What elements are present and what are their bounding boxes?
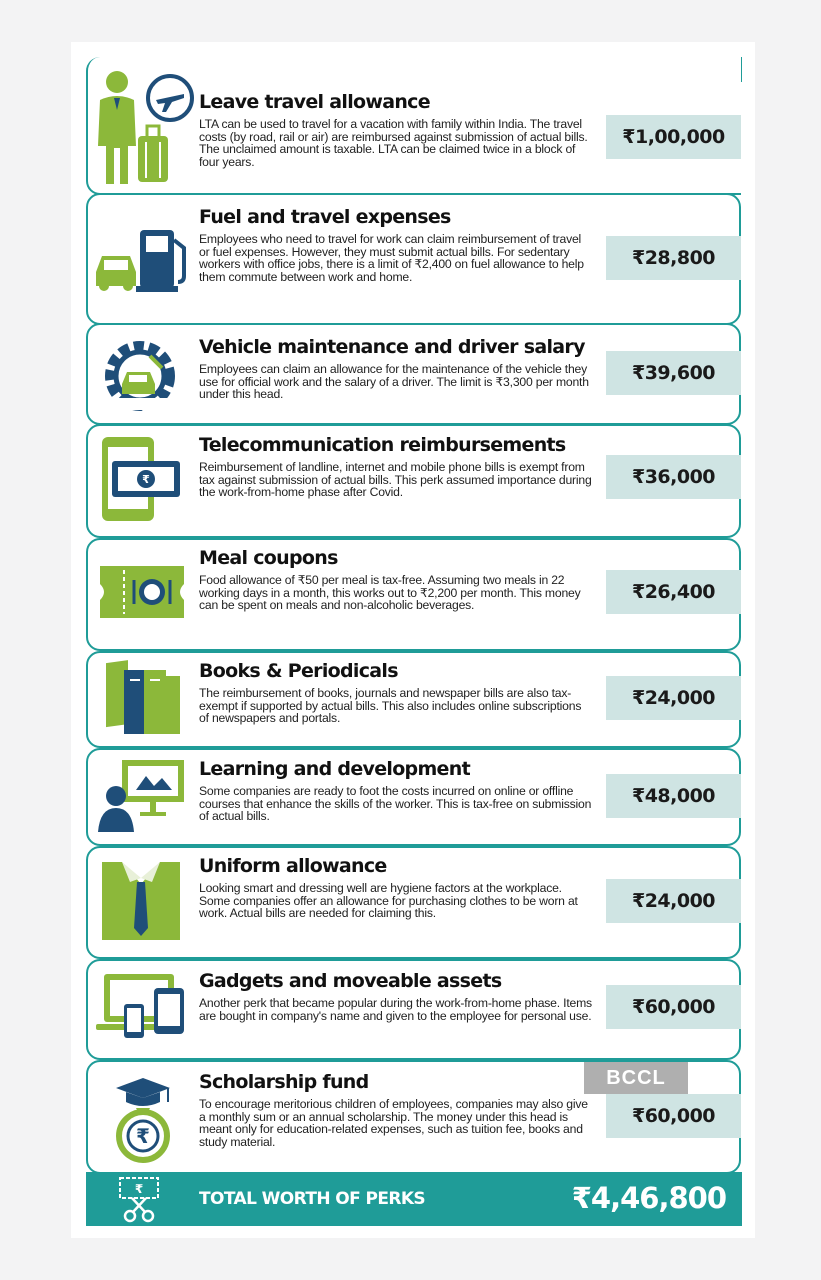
item-title: Leave travel allowance: [199, 91, 430, 113]
item-title: Books & Periodicals: [199, 660, 398, 682]
item-description: Reimbursement of landline, internet and mobile phone bills is exempt from tax against submission of actual bills. This perk assumed importance during the work-from-home phase after Covid.: [199, 460, 592, 499]
svg-text:₹: ₹: [136, 1124, 150, 1148]
svg-text:₹: ₹: [142, 473, 150, 486]
item-title: Scholarship fund: [199, 1071, 369, 1093]
item-value: ₹24,000: [606, 879, 741, 923]
item-description: Employees who need to travel for work can claim reimbursement of travel or fuel expenses. However, they must submit actual bills. For sedentary workers with office jobs, there is a limit of ₹2,400 on fuel allowance to help them commute between work and home.: [199, 232, 584, 284]
item-description: Looking smart and dressing well are hygiene factors at the workplace. Some companies offer an allowance for purchasing clothes to be worn at work. Actual bills are needed for claiming this.: [199, 881, 578, 920]
item-value: ₹60,000: [606, 1094, 741, 1138]
online-learning-icon: [96, 756, 188, 834]
gadgets-icon: [94, 970, 190, 1042]
item-title: Vehicle maintenance and driver salary: [199, 336, 585, 358]
item-description: The reimbursement of books, journals and newspaper bills are also tax-exempt if supported by actual bills. This also includes online subscriptions of newspapers and portals.: [199, 686, 582, 725]
car-gear-icon: [92, 334, 188, 414]
item-value: ₹48,000: [606, 774, 741, 818]
total-bar: [86, 1172, 742, 1226]
scholarship-icon: [108, 1072, 178, 1164]
item-value: ₹28,800: [606, 236, 741, 280]
watermark: BCCL: [584, 1062, 688, 1094]
item-value: ₹1,00,000: [606, 115, 741, 159]
item-description: Employees can claim an allowance for the maintenance of the vehicle they use for official work and the salary of a driver. The limit is ₹3,300 per month under this head.: [199, 362, 589, 401]
fuel-pump-icon: [92, 226, 192, 296]
item-value: ₹60,000: [606, 985, 741, 1029]
coupon-scissors-icon: [116, 1174, 162, 1224]
mobile-phone-icon: [98, 433, 184, 525]
item-title: Meal coupons: [199, 547, 338, 569]
shirt-tie-icon: [100, 858, 182, 942]
meal-coupon-icon: [98, 562, 186, 622]
svg-text:₹: ₹: [134, 1182, 144, 1196]
item-title: Uniform allowance: [199, 855, 387, 877]
item-description: Another perk that became popular during the work-from-home phase. Items are bought in company's name and given to the employee for personal use.: [199, 996, 592, 1023]
item-description: LTA can be used to travel for a vacation with family within India. The travel costs (by road, rail or air) are reimbursed against submission of actual bills. The unclaimed amount is taxable. LTA can be claimed twice in a block of four years.: [199, 117, 588, 169]
item-title: Learning and development: [199, 758, 470, 780]
item-value: ₹26,400: [606, 570, 741, 614]
item-description: Food allowance of ₹50 per meal is tax-free. Assuming two meals in 22 working days in a month, this works out to ₹2,200 per month. This money can be spent on meals and non-alcoholic beverages.: [199, 573, 581, 612]
total-label: TOTAL WORTH OF PERKS: [199, 1189, 426, 1209]
item-value: ₹36,000: [606, 455, 741, 499]
item-value: ₹39,600: [606, 351, 741, 395]
item-title: Gadgets and moveable assets: [199, 970, 502, 992]
item-value: ₹24,000: [606, 676, 741, 720]
item-title: Fuel and travel expenses: [199, 206, 451, 228]
item-description: Some companies are ready to foot the costs incurred on online or offline courses that enhance the skills of the worker. This is tax-free on submission of actual bills.: [199, 784, 592, 823]
item-description: To encourage meritorious children of employees, companies may also give a monthly sum or an annual scholarship. The money under this head is meant only for education-related expenses, such as tuition fee, books and study material.: [199, 1097, 588, 1149]
books-icon: [100, 656, 184, 738]
total-amount: ₹4,46,800: [571, 1181, 726, 1215]
item-title: Telecommunication reimbursements: [199, 434, 566, 456]
traveler-icon: [92, 66, 194, 188]
